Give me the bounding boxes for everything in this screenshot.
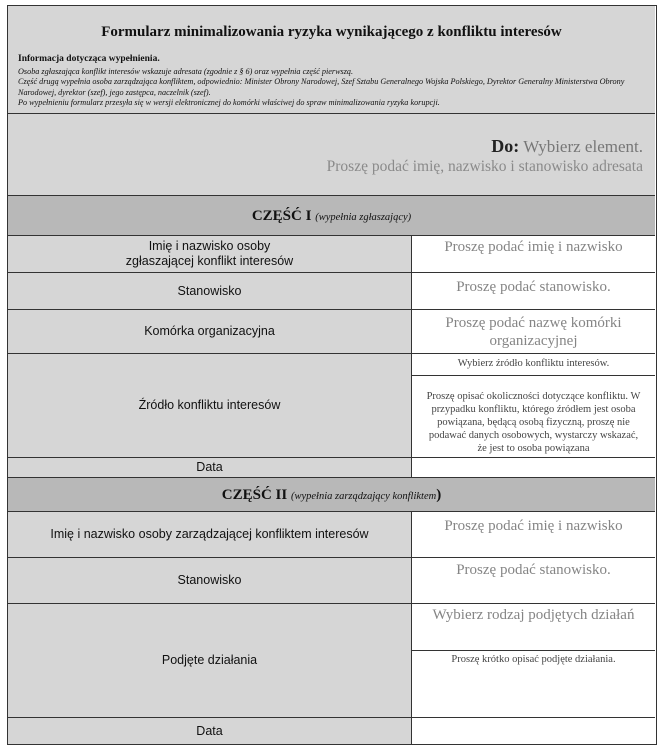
actions-divider [412, 650, 655, 651]
unit-field[interactable]: Proszę podać nazwę komórki organizacyjnej [445, 315, 622, 349]
part1-heading [8, 196, 655, 236]
conflict-of-interest-form [7, 5, 657, 745]
manager-position-label: Stanowisko [8, 558, 412, 603]
manager-position-row [8, 558, 655, 604]
part2-title: CZĘŚĆ II [221, 487, 288, 503]
reporter-name-label [8, 236, 412, 272]
manager-name-row [8, 512, 655, 558]
addressee-select-placeholder: Wybierz element. [523, 137, 643, 156]
addressee-section [8, 114, 655, 196]
part2-note-close: ) [436, 487, 442, 503]
info-instructions [18, 67, 643, 109]
reporter-name-field[interactable]: Proszę podać imię i nazwisko [444, 239, 623, 255]
info-title: Informacja dotycząca wypełnienia. [18, 54, 160, 64]
actions-label: Podjęte działania [8, 604, 412, 717]
part1-title: CZĘŚĆ I [251, 208, 312, 224]
form-title: Formularz minimalizowania ryzyka wynikającego z konfliktu interesów [101, 24, 562, 40]
part2-date-field[interactable] [412, 718, 655, 744]
part1-date-label: Data [8, 458, 412, 477]
unit-label: Komórka organizacyjna [8, 310, 412, 353]
info-line: Po wypełnieniu formularz przesyła się w wersji elektronicznej do komórki właściwej do spraw minimalizowania ryzyka korupcji. [18, 98, 440, 108]
addressee-select[interactable] [491, 136, 643, 157]
part2-date-row [8, 718, 655, 744]
info-line: Osoba zgłaszająca konflikt interesów wskazuje adresata (zgodnie z § 6) oraz wypełnia część pierwszą. [18, 67, 354, 76]
reporter-name-label-line: Imię i nazwisko osoby [148, 239, 271, 253]
source-select[interactable]: Wybierz źródło konfliktu interesów. [457, 358, 610, 369]
reporter-position-label: Stanowisko [8, 273, 412, 309]
actions-select[interactable]: Wybierz rodzaj podjętych działań [432, 607, 635, 623]
unit-row [8, 310, 655, 354]
source-row [8, 354, 655, 458]
manager-position-field[interactable]: Proszę podać stanowisko. [456, 562, 611, 578]
manager-name-field[interactable]: Proszę podać imię i nazwisko [444, 518, 623, 534]
part1-date-row [8, 458, 655, 478]
reporter-position-row [8, 273, 655, 310]
part2-heading [8, 478, 655, 512]
actions-row [8, 604, 655, 718]
addressee-name-field[interactable]: Proszę podać imię, nazwisko i stanowisko adresata [326, 158, 643, 175]
actions-description-field[interactable]: Proszę krótko opisać podjęte działania. [451, 654, 616, 665]
source-label: Źródło konfliktu interesów [8, 354, 412, 457]
reporter-position-field[interactable]: Proszę podać stanowisko. [456, 279, 611, 295]
form-header [8, 6, 655, 114]
manager-name-label: Imię i nazwisko osoby zarządzającej konfliktem interesów [8, 512, 412, 557]
reporter-name-label-line: zgłaszającej konflikt interesów [125, 254, 294, 268]
info-line: Część drugą wypełnia osoba zarządzająca konfliktem, odpowiednio: Minister Obrony Narodowej, Szef Sztabu Generalnego Wojska Polskiego, Dyrektor Generalny Ministerstwa Obrony Narodowej, dyrektor (szef), jego zastępca, naczelnik (szef). [18, 77, 625, 97]
source-description-field[interactable]: Proszę opisać okoliczności dotyczące konfliktu. W przypadku konfliktu, którego źródłem jest osoba powiązana, będącą osobą fizyczną, proszę nie podawać danych osobowych, wystarczy wskazać, że jest to osoba powiązana [426, 391, 641, 454]
part1-date-field[interactable] [412, 458, 655, 477]
part2-note: (wypełnia zarządzający konfliktem [290, 491, 437, 502]
part2-date-label: Data [8, 718, 412, 744]
part1-note: (wypełnia zgłaszający) [315, 212, 412, 223]
reporter-name-row [8, 236, 655, 273]
do-label: Do: [491, 136, 520, 156]
